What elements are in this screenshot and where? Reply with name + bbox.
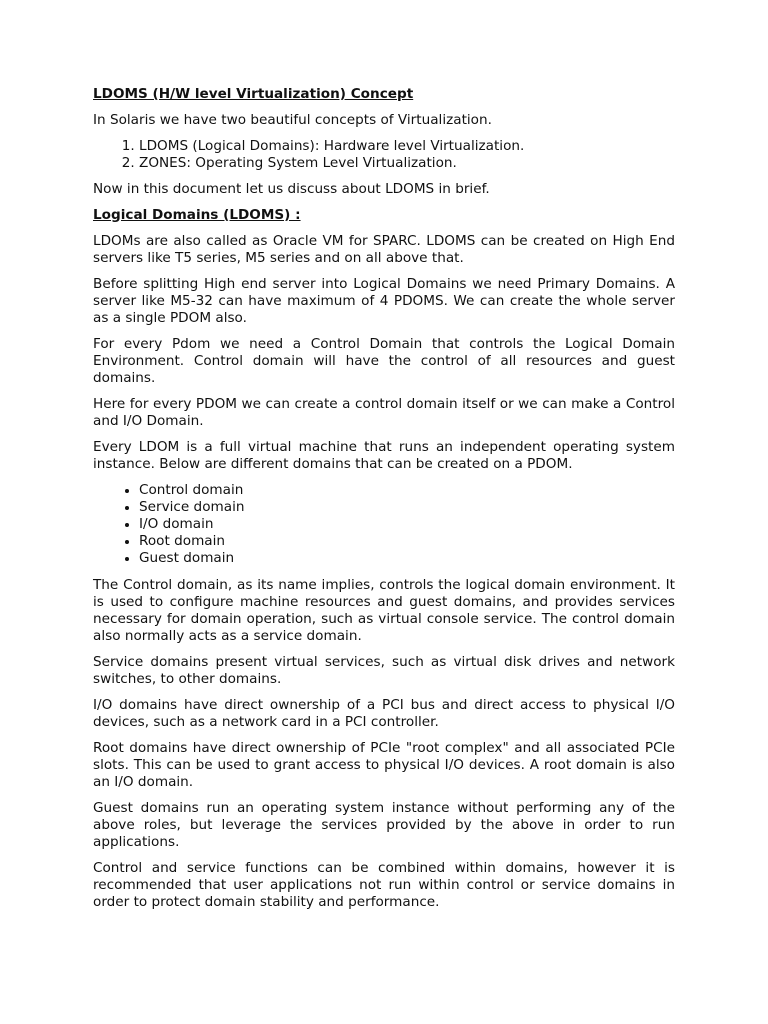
paragraph-service-domains: Service domains present virtual services, such as virtual disk drives and network switches, to other domains. — [93, 653, 675, 688]
intro-paragraph: In Solaris we have two beautiful concepts of Virtualization. — [93, 112, 492, 129]
domain-type-item: • I/O domain — [139, 516, 675, 533]
concept-item-ldoms: 1. LDOMS (Logical Domains): Hardware level Virtualization. — [139, 138, 675, 155]
paragraph-control-domain: The Control domain, as its name implies, controls the logical domain environment. It is used to configure machine resources and guest domains, and provides services necessary for domain operation, such as virtual console service. The control domain also normally acts as a service domain. — [93, 576, 675, 645]
virtualization-concepts-list — [93, 138, 675, 172]
domain-types-list — [93, 482, 675, 568]
paragraph-root-domains: Root domains have direct ownership of PCIe "root complex" and all associated PCIe slots. This can be used to grant access to physical I/O devices. A root domain is also an I/O domain. — [93, 739, 675, 791]
section-heading-logical-domains: Logical Domains (LDOMS) : — [93, 206, 301, 223]
paragraph-recommendation: Control and service functions can be combined within domains, however it is recommended that user applications not run within control or service domains in order to protect domain stability and performance. — [93, 860, 675, 911]
paragraph-oracle-vm: LDOMs are also called as Oracle VM for SPARC. LDOMS can be created on High End servers like T5 series, M5 series and on all above that. — [93, 232, 675, 266]
paragraph-full-virtual-machine: Every LDOM is a full virtual machine that runs an independent operating system instance. Below are different domains that can be created on a PDOM. — [93, 438, 675, 472]
paragraph-primary-domains: Before splitting High end server into Logical Domains we need Primary Domains. A server like M5-32 can have maximum of 4 PDOMS. We can create the whole server as a single PDOM also. — [93, 275, 675, 327]
paragraph-control-domain-need: For every Pdom we need a Control Domain that controls the Logical Domain Environment. Control domain will have the control of all resources and guest domains. — [93, 335, 675, 387]
concept-item-zones: 2. ZONES: Operating System Level Virtualization. — [139, 155, 675, 172]
document-page — [93, 86, 675, 920]
document-title: LDOMS (H/W level Virtualization) Concept — [93, 86, 414, 102]
discussion-intro-paragraph: Now in this document let us discuss about LDOMS in brief. — [93, 180, 490, 197]
domain-type-item: • Guest domain — [139, 550, 675, 567]
domain-type-item: • Service domain — [139, 499, 675, 516]
domain-type-item: • Root domain — [139, 533, 675, 550]
domain-type-item: • Control domain — [139, 482, 675, 499]
paragraph-control-io-domain: Here for every PDOM we can create a control domain itself or we can make a Control and I/O Domain. — [93, 395, 675, 430]
paragraph-io-domains: I/O domains have direct ownership of a PCI bus and direct access to physical I/O devices, such as a network card in a PCI controller. — [93, 696, 675, 731]
paragraph-guest-domains: Guest domains run an operating system instance without performing any of the above roles, but leverage the services provided by the above in order to run applications. — [93, 799, 675, 851]
